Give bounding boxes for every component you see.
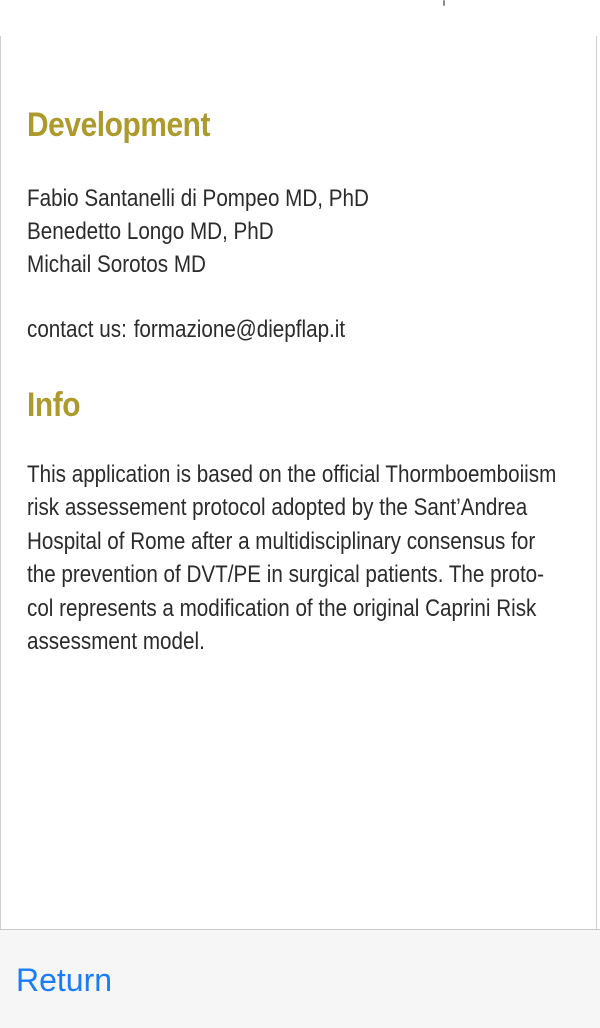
info-line: assessment model. xyxy=(27,628,205,656)
return-button[interactable]: Return xyxy=(16,958,112,1002)
bottom-toolbar xyxy=(0,929,600,1028)
top-strip xyxy=(0,0,600,36)
info-heading: Info xyxy=(27,386,81,424)
info-line: This application is based on the official Thormboemboiism xyxy=(27,461,557,488)
info-line: the prevention of DVT/PE in surgical patients. The proto- xyxy=(27,561,545,589)
top-edge-mark xyxy=(443,0,445,6)
developer-name: Benedetto Longo MD, PhD xyxy=(27,218,274,245)
developer-name: Fabio Santanelli di Pompeo MD, PhD xyxy=(27,185,369,212)
info-line: Hospital of Rome after a multidisciplinary consensus for xyxy=(27,527,536,555)
info-line: risk assessement protocol adopted by the Sant’Andrea xyxy=(27,494,528,522)
contact-label: contact us: xyxy=(27,316,127,343)
contact-email: formazione@diepflap.it xyxy=(133,316,346,343)
content-panel xyxy=(0,36,597,929)
development-heading: Development xyxy=(27,106,211,144)
info-paragraph xyxy=(27,458,574,658)
info-line: col represents a modification of the original Caprini Risk xyxy=(27,594,537,622)
developer-name: Michail Sorotos MD xyxy=(27,251,206,278)
contact-row xyxy=(27,313,345,347)
